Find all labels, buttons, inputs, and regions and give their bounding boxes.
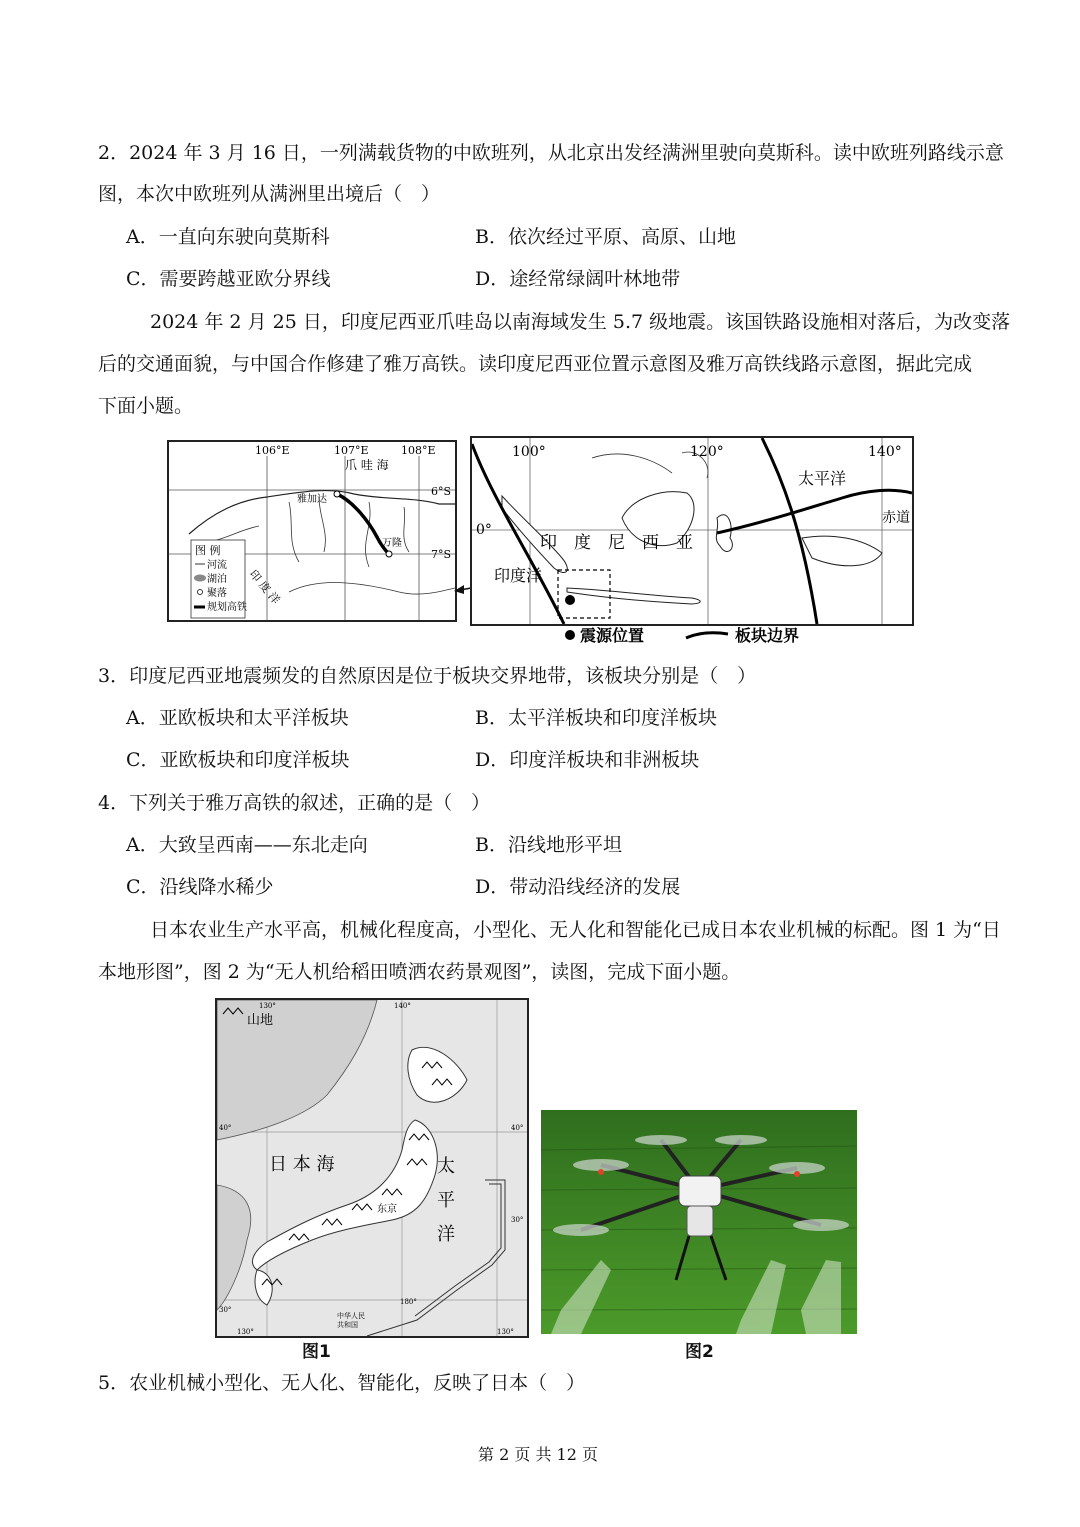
passage1-line3: 下面小题。	[98, 395, 194, 417]
lat-7s-label: 7°S	[431, 548, 452, 561]
java-sea-label: 爪 哇 海	[345, 458, 389, 472]
lat-30-right-label: 30°	[511, 1216, 524, 1224]
equator-label: 赤道	[882, 510, 910, 526]
lat-6s-label: 6°S	[431, 485, 452, 498]
q4-option-b: B．沿线地形平坦	[475, 834, 622, 856]
pacific-label-1: 太	[437, 1156, 455, 1177]
indonesia-country-label: 印 度 尼 西 亚	[540, 533, 693, 553]
q2-option-d: D．途经常绿阔叶林地带	[475, 268, 681, 290]
passage1-line2: 后的交通面貌，与中国合作修建了雅万高铁。读印度尼西亚位置示意图及雅万高铁线路示意图，据此完成	[98, 353, 973, 375]
passage2-line2: 本地形图”，图 2 为“无人机给稻田喷洒农药景观图”，读图，完成下面小题。	[98, 961, 741, 983]
lon-100-label: 100°	[512, 444, 546, 460]
passage2-line1: 日本农业生产水平高，机械化程度高，小型化、无人化和智能化已成日本农业机械的标配。图 1 为“日	[150, 919, 1001, 941]
fig2-caption: 图2	[685, 1342, 714, 1362]
sea-of-japan-label: 日 本 海	[269, 1154, 335, 1175]
indian-ocean-map-label: 印度洋	[494, 566, 543, 585]
legend-plate-boundary: 板块边界	[735, 626, 800, 645]
drone-spraying-photo	[541, 1110, 857, 1334]
lon-106-label: 106°E	[255, 444, 290, 457]
yawan-rail-map	[167, 440, 457, 622]
indonesia-location-map-svg	[472, 438, 912, 624]
q5-stem: 5．农业机械小型化、无人化、智能化，反映了日本（ ）	[98, 1372, 586, 1394]
q2-option-a: A．一直向东驶向莫斯科	[126, 226, 330, 248]
q4-option-d: D．带动沿线经济的发展	[475, 876, 681, 898]
pacific-label-2: 平	[437, 1190, 455, 1211]
legend-settlement: 聚落	[207, 588, 227, 599]
pacific-label-3: 洋	[437, 1224, 455, 1245]
jakarta-label: 雅加达	[297, 494, 327, 505]
lat-40-right-label: 40°	[511, 1124, 524, 1132]
lon-107-label: 107°E	[334, 444, 369, 457]
lon-130-top-label: 130°	[259, 1002, 276, 1010]
legend-river: 河流	[207, 560, 227, 571]
q2-stem-line1: 2．2024 年 3 月 16 日，一列满载货物的中欧班列，从北京出发经满洲里驶向莫斯科。读中欧班列路线示意	[98, 142, 1004, 164]
indonesia-location-map	[470, 436, 914, 626]
page-footer: 第 2 页 共 12 页	[478, 1445, 598, 1464]
indonesia-map-legend	[560, 622, 820, 648]
china-label-line2: 共和国	[337, 1321, 358, 1329]
legend-title: 图 例	[195, 544, 221, 557]
bandung-label: 万隆	[382, 538, 402, 549]
lon-140-label: 140°	[868, 444, 902, 460]
pacific-ocean-label: 太平洋	[798, 469, 847, 488]
drone-spraying-photo-svg	[541, 1110, 857, 1334]
q2-option-b: B．依次经过平原、高原、山地	[475, 226, 736, 248]
q3-option-a: A．亚欧板块和太平洋板块	[126, 707, 349, 729]
q4-stem: 4．下列关于雅万高铁的叙述，正确的是（ ）	[98, 792, 491, 814]
legend-lake: 湖泊	[207, 574, 227, 585]
yawan-rail-map-svg	[169, 442, 455, 620]
lat-30-left-label: 30°	[219, 1306, 232, 1314]
fig1-caption: 图1	[302, 1342, 331, 1362]
china-label-line1: 中华人民	[337, 1312, 365, 1320]
q2-stem-line2: 图，本次中欧班列从满洲里出境后（ ）	[98, 183, 441, 205]
japan-terrain-map	[215, 998, 529, 1338]
indian-ocean-label: 印 度 洋	[246, 567, 283, 607]
lon-130-bottom-label: 130°	[237, 1328, 254, 1336]
lon-180-label: 180°	[400, 1298, 417, 1306]
lon-108-label: 108°E	[401, 444, 436, 457]
passage1-line1: 2024 年 2 月 25 日，印度尼西亚爪哇岛以南海域发生 5.7 级地震。该国铁路设施相对落后，为改变落	[150, 311, 1011, 333]
q3-stem: 3．印度尼西亚地震频发的自然原因是位于板块交界地带，该板块分别是（ ）	[98, 665, 757, 687]
q2-option-c: C．需要跨越亚欧分界线	[126, 268, 331, 290]
legend-epicenter: 震源位置	[580, 626, 645, 645]
equator-lat-label: 0°	[476, 522, 492, 538]
mountain-legend-label: 山地	[247, 1013, 274, 1028]
q3-option-d: D．印度洋板块和非洲板块	[475, 749, 700, 771]
lat-40-left-label: 40°	[219, 1124, 232, 1132]
q3-option-b: B．太平洋板块和印度洋板块	[475, 707, 717, 729]
q4-option-a: A．大致呈西南——东北走向	[126, 834, 368, 856]
tokyo-label: 东京	[377, 1204, 397, 1215]
lon-140-top-label: 140°	[394, 1002, 411, 1010]
legend-rail: 规划高铁	[207, 602, 247, 613]
japan-terrain-map-svg	[217, 1000, 527, 1336]
lon-120-label: 120°	[690, 444, 724, 460]
q3-option-c: C．亚欧板块和印度洋板块	[126, 749, 350, 771]
q4-option-c: C．沿线降水稀少	[126, 876, 274, 898]
lon-130-bottom-right-label: 130°	[497, 1328, 514, 1336]
